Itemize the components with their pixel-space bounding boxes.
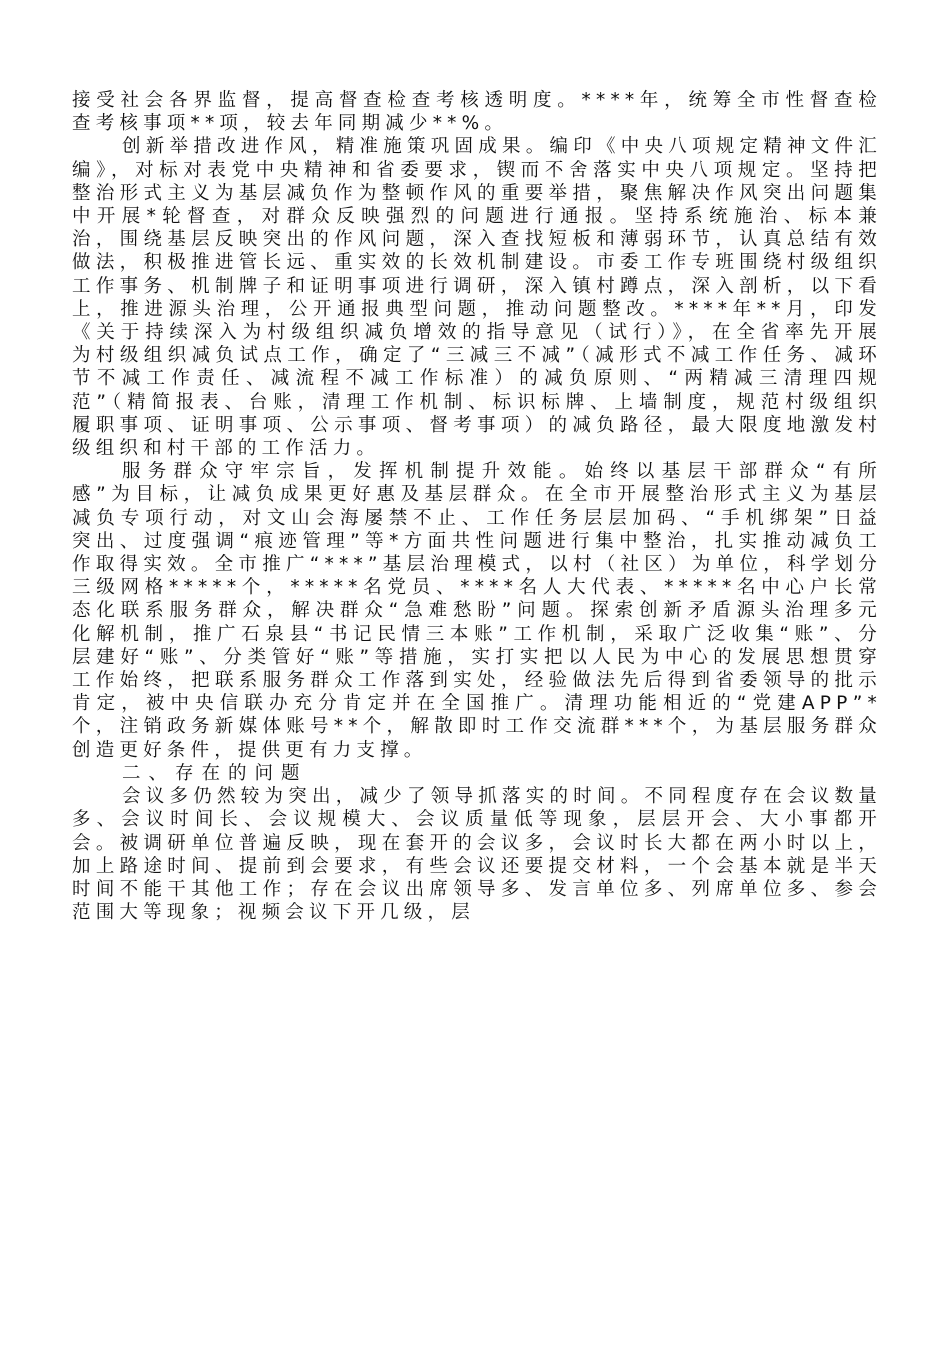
paragraph-supervision: 接受社会各界监督，提高督查检查考核透明度。****年，统筹全市性督查检查考核事项**项，较去年同期减少**%。: [72, 90, 882, 135]
paragraph-meetings: 会议多仍然较为突出，减少了领导抓落实的时间。不同程度存在会议数量多、会议时间长、会议规模大、会议质量低等现象，层层开会、大小事都开会。被调研单位普遍反映，现在套开的会议多，会议时长大都在两小时以上，加上路途时间、提前到会要求，有些会议还要提交材料，一个会基本就是半天时间不能干其他工作；存在会议出席领导多、发言单位多、列席单位多、参会范围大等现象；视频会议下开几级，层: [72, 786, 882, 924]
section-heading-problems: 二、存在的问题: [122, 762, 308, 784]
document-body: [72, 89, 882, 924]
paragraph-service: 服务群众守牢宗旨，发挥机制提升效能。始终以基层干部群众“有所感”为目标，让减负成果更好惠及基层群众。在全市开展整治形式主义为基层减负专项行动，对文山会海屡禁不止、工作任务层层加码、“手机绑架”日益突出、过度强调“痕迹管理”等*方面共性问题进行集中整治，扎实推动减负工作取得实效。全市推广“***”基层治理模式，以村（社区）为单位，科学划分三级网格*****个，*****名党员、****名人大代表、*****名中心户长常态化联系服务群众，解决群众“急难愁盼”问题。探索创新矛盾源头治理多元化解机制，推广石泉县“书记民情三本账”工作机制，采取广泛收集“账”、分层建好“账”、分类管好“账”等措施，实打实把以人民为中心的发展思想贯穿工作始终，把联系服务群众工作落到实处，经验做法先后得到省委领导的批示肯定，被中央信联办充分肯定并在全国推广。清理功能相近的“党建APP”*个，注销政务新媒体账号**个，解散即时工作交流群***个，为基层服务群众创造更好条件，提供更有力支撑。: [72, 461, 882, 761]
paragraph-innovation: 创新举措改进作风，精准施策巩固成果。编印《中央八项规定精神文件汇编》，对标对表党中央精神和省委要求，锲而不舍落实中央八项规定。坚持把整治形式主义为基层减负作为整顿作风的重要举措，聚焦解决作风突出问题集中开展*轮督查，对群众反映强烈的问题进行通报。坚持系统施治、标本兼治，围绕基层反映突出的作风问题，深入查找短板和薄弱环节，认真总结有效做法，积极推进管长远、重实效的长效机制建设。市委工作专班围绕村级组织工作事务、机制牌子和证明事项进行调研，深入镇村蹲点，深入剖析，以下看上，推进源头治理，公开通报典型问题，推动问题整改。****年**月，印发《关于持续深入为村级组织减负增效的指导意见（试行）》，在全省率先开展为村级组织减负试点工作，确定了“三减三不减”（减形式不减工作任务、减环节不减工作责任、减流程不减工作标准）的减负原则、“两精减三清理四规范”（精简报表、台账，清理工作机制、标识标牌、上墙制度，规范村级组织履职事项、证明事项、公示事项、督考事项）的减负路径，最大限度地激发村级组织和村干部的工作活力。: [72, 136, 882, 460]
